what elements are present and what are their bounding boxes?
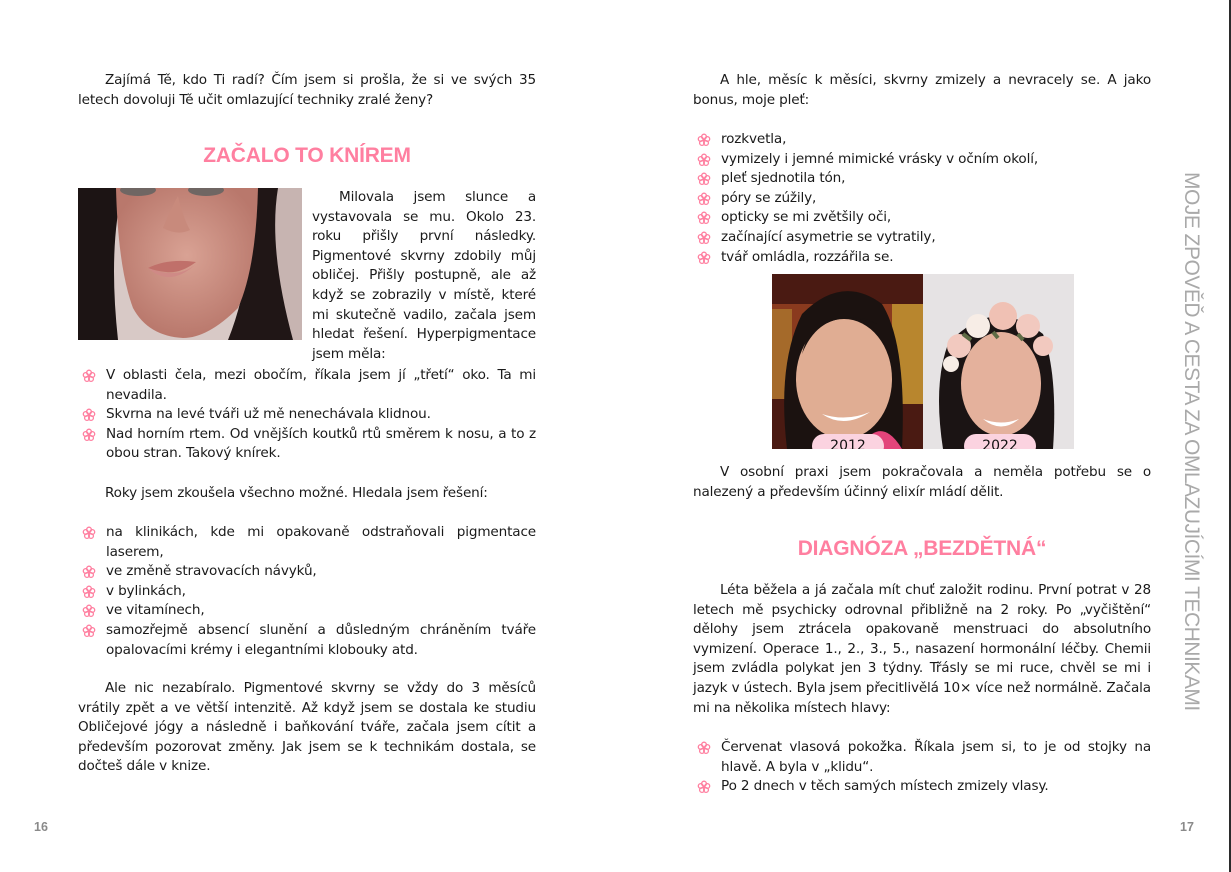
list-item-text: opticky se mi zvětšily oči,: [721, 209, 892, 226]
list-item-text: Skvrna na levé tváři už mě nenechávala klidnou.: [106, 406, 431, 423]
photo-2022-illustration: [923, 274, 1074, 449]
bonus-intro-text: A hle, měsíc k měsíci, skvrny zmizely a nevracely se. A jako bonus, moje pleť:: [693, 72, 1151, 108]
list-item: [693, 208, 1151, 228]
bonus-intro-paragraph: [693, 71, 1151, 110]
section-heading: DIAGNÓZA „BEZDĚTNÁ“: [797, 537, 1047, 560]
flower-icon: [697, 133, 711, 147]
symptom-list: [693, 738, 1151, 797]
skin-benefits-list: [693, 130, 1151, 267]
intro-paragraph: [78, 71, 536, 110]
list-item-text: na klinikách, kde mi opakovaně odstraňovali pigmentace laserem,: [106, 524, 536, 560]
flower-icon: [697, 172, 711, 186]
flower-icon: [82, 369, 96, 383]
story-text: Léta běžela a já začala mít chuť založit rodinu. První potrat v 28 letech mě psychicky odrovnal přibližně na 2 roky. Po „vyčištění“ dělohy jsem ztrácela opakovaně menstruaci do absolutního vymizení. Operace 1., 2., 3., 5., nasazení hormonální léčby. Chemii jsem zvládla polykat jen 3 týdny. Třásly se mi ruce, chvěl se mi i jazyk v ústech. Byla jsem přecitlivělá 10× více než normálně. Začala mi na několika místech hlavy:: [693, 582, 1151, 716]
list-item-text: samozřejmě absencí slunění a důsledným chráněním tváře opalovacími krémy i elegantními klobouky atd.: [106, 621, 536, 658]
list-item: [78, 405, 536, 425]
flower-icon: [82, 408, 96, 422]
list-item: [693, 189, 1151, 209]
face-photo-before: [78, 188, 302, 340]
list-item: [693, 150, 1151, 170]
tries-intro-text: Roky jsem zkoušela všechno možné. Hledala jsem řešení:: [105, 485, 488, 501]
flower-icon: [82, 585, 96, 599]
list-item: [78, 523, 536, 562]
list-item-text: póry se zúžily,: [721, 189, 817, 206]
list-item: [693, 738, 1151, 777]
side-text: Milovala jsem slunce a vystavovala se mu. Okolo 23. roku přišly první následky. Pigmentové skvrny zdobily můj obličej. Přišly postupně, ale až když se zobrazily v místě, které mi skutečně vadilo, začala jsem hledat řešení. Hyperpigmentace jsem měla:: [312, 189, 536, 362]
list-item-text: Po 2 dnech v těch samých místech zmizely vlasy.: [721, 778, 1049, 795]
list-item: [78, 621, 536, 660]
list-item: [693, 169, 1151, 189]
list-item-text: pleť sjednotila tón,: [721, 170, 846, 187]
list-item: [693, 228, 1151, 248]
list-item-text: V oblasti čela, mezi obočím, říkala jsem jí „třetí“ oko. Ta mi nevadila.: [106, 367, 536, 403]
list-item: [78, 601, 536, 621]
flower-icon: [697, 780, 711, 794]
face-photo-illustration: [78, 188, 302, 340]
flower-icon: [82, 526, 96, 540]
flower-icon: [697, 741, 711, 755]
side-paragraph: [312, 188, 536, 364]
tries-list: [78, 523, 536, 660]
page-number: 16: [34, 820, 48, 834]
list-item: [693, 777, 1151, 797]
flower-icon: [697, 153, 711, 167]
year-label-before: 2012: [812, 434, 884, 449]
list-item: [78, 562, 536, 582]
closing-text: Ale nic nezabíralo. Pigmentové skvrny se vždy do 3 měsíců vrátily zpět a ve větší intenzitě. Až když jsem se dostala ke studiu Obličejové jógy a následně i baňkování tváře, začala jsem cítit a především pozorovat změny. Jak jsem se k technikám dostala, se dočteš dále v knize.: [78, 680, 536, 775]
closing-paragraph: [78, 679, 536, 777]
list-item-text: začínající asymetrie se vytratily,: [721, 228, 936, 245]
list-item: [693, 130, 1151, 150]
photo-2022: [923, 274, 1074, 449]
story-paragraph: [693, 581, 1151, 718]
section-heading: ZAČALO TO KNÍREM: [203, 144, 411, 167]
list-item-text: Nad horním rtem. Od vnějších koutků rtů směrem k nosu, a to z obou stran. Takový knírek.: [106, 425, 536, 462]
list-item-text: rozkvetla,: [721, 131, 787, 147]
flower-icon: [82, 565, 96, 579]
flower-icon: [697, 251, 711, 265]
list-item-text: tvář omládla, rozzářila se.: [721, 248, 894, 265]
list-item-text: v bylinkách,: [106, 582, 186, 599]
list-item: [78, 582, 536, 602]
photo-2012-illustration: [772, 274, 923, 449]
list-item-text: Červenat vlasová pokožka. Říkala jsem si, to je od stojky na hlavě. A byla v „klidu“.: [721, 739, 1151, 775]
list-item: [78, 425, 536, 464]
intro-text: Zajímá Tě, kdo Ti radí? Čím jsem si prošla, že si ve svých 35 letech dovoluji Tě učit omlazující techniky zralé ženy?: [78, 72, 536, 108]
chapter-title-vertical: MOJE ZPOVĚĎ A CESTA ZA OMLAZUJÍCÍMI TECHNIKAMI: [1180, 172, 1203, 711]
flower-icon: [82, 604, 96, 618]
list-item: [693, 248, 1151, 268]
practice-paragraph: [693, 463, 1151, 502]
page-number: 17: [1180, 820, 1194, 834]
list-item: [78, 366, 536, 405]
right-page: [615, 0, 1229, 872]
practice-text: V osobní praxi jsem pokračovala a neměla potřebu se o nalezený a především účinný elixír mládí dělit.: [693, 464, 1151, 500]
year-label-after: 2022: [964, 434, 1036, 449]
flower-icon: [697, 192, 711, 206]
list-item-text: ve vitamínech,: [106, 602, 205, 619]
flower-icon: [697, 231, 711, 245]
list-item-text: vymizely i jemné mimické vrásky v očním okolí,: [721, 150, 1039, 167]
flower-icon: [82, 624, 96, 638]
flower-icon: [697, 211, 711, 225]
photo-2012: [772, 274, 923, 449]
tries-intro-paragraph: [78, 484, 536, 504]
left-page: [0, 0, 615, 872]
list-item-text: ve změně stravovacích návyků,: [106, 563, 317, 580]
flower-icon: [82, 428, 96, 442]
pigment-list: [78, 366, 536, 464]
